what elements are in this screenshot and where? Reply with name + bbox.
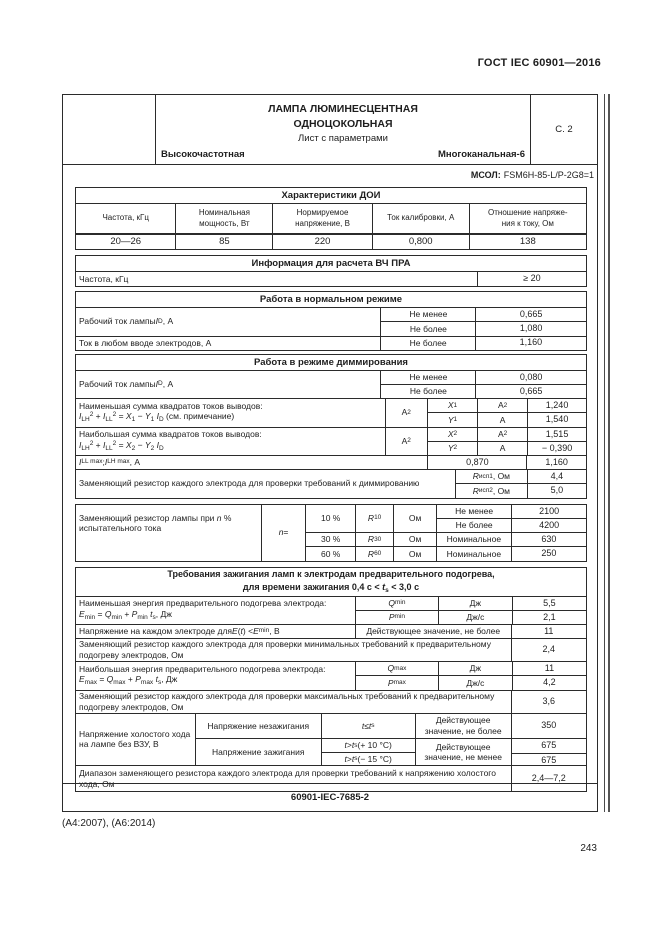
- value-cell: 3,6: [511, 691, 586, 713]
- unit-cell: Дж/с: [438, 676, 512, 689]
- unit-cell: Ом: [393, 505, 435, 533]
- table-row: [76, 307, 586, 336]
- mcol-designation: [63, 165, 597, 184]
- qualifier-cell: Номинальное: [436, 533, 511, 546]
- value-cell: 1,540: [527, 413, 586, 426]
- label-cell: Рабочий ток лампы I D , А: [79, 378, 174, 389]
- normal-mode-table: [75, 291, 587, 351]
- label-cell: Заменяющий резистор каждого электрода для проверки требований к диммированию: [79, 478, 420, 489]
- label-cell: Наименьшая энергия предварительного подогрева электрода: $E_{min} = Q_{min} + P_{min}$ $t_s$, Дж: [79, 598, 327, 621]
- value-cell: 250: [511, 547, 586, 560]
- symbol-cell: Y 1: [447, 414, 458, 425]
- table-row: [76, 370, 586, 399]
- unit-cell: А 2: [385, 428, 427, 456]
- value-cell: 0,870: [427, 456, 526, 469]
- symbol-cell: X 1: [447, 400, 458, 411]
- qualifier-cell: Не менее: [409, 309, 448, 320]
- header-cell: Номинальная мощность, Вт: [175, 204, 272, 233]
- value-cell: 1,160: [526, 456, 586, 469]
- table-row: [76, 505, 586, 561]
- value-cell: 5,5: [512, 597, 586, 610]
- table-row: [76, 661, 586, 690]
- section-title: Характеристики ДОИ: [281, 190, 381, 201]
- value-cell: 5,0: [527, 484, 586, 497]
- section-title: Работа в нормальном режиме: [259, 294, 403, 305]
- value-cell: 85: [175, 235, 272, 249]
- qualifier-cell: Не менее: [455, 505, 494, 516]
- symbol-cell: n =: [261, 505, 306, 561]
- value-cell: 2,1: [512, 611, 586, 624]
- cell-group: [427, 428, 586, 456]
- unit-cell: Дж/с: [438, 611, 512, 624]
- unit-cell: А 2: [477, 428, 527, 441]
- qualifier-cell: Не менее: [409, 371, 448, 382]
- label-cell: Заменяющий резистор каждого электрода для проверки максимальных требований к предварительному подогреву электродов, Ом: [79, 690, 495, 712]
- mcol-value: FSM6H-85-L/P-2G8=1: [503, 169, 594, 180]
- label-cell: Наибольшая энергия предварительного подогрева электрода: $E_{max} = Q_{max} + P_{max}$ $t_s$, Дж: [79, 663, 326, 687]
- value-cell: 0,665: [475, 308, 586, 321]
- value-cell: 675: [541, 740, 557, 751]
- sublabel-cell: Напряжение незажигания: [207, 720, 310, 731]
- mcol-label: МСОЛ:: [470, 169, 501, 180]
- value-cell: 20—26: [110, 236, 142, 248]
- symbol-cell: R 60: [355, 547, 394, 560]
- value-cell: 2100: [511, 505, 586, 518]
- value-cell: 220: [272, 235, 371, 249]
- lamp-type-left: Высокочастотная: [161, 149, 245, 161]
- unit-cell: Ом: [393, 547, 435, 560]
- unit-cell: Дж: [438, 662, 512, 675]
- cell-group: [380, 371, 586, 399]
- value-cell: − 0,390: [527, 442, 586, 455]
- label-cell: Заменяющий резистор каждого электрода для проверки минимальных требований к предварительному подогреву электродов, Ом: [79, 639, 491, 660]
- table-header-row: [76, 203, 586, 233]
- label-cell: Ток в любом вводе электродов, А: [79, 337, 212, 348]
- row-60pct: [306, 546, 586, 560]
- table-row: [76, 271, 586, 286]
- symbol-cell: Y 2: [447, 443, 458, 454]
- qualifier-cell: Действующее значение, не более: [415, 714, 511, 739]
- cell-group: [355, 662, 586, 690]
- characteristics-table: [75, 187, 587, 250]
- qualifier-cell: Номинальное: [436, 547, 511, 560]
- cell-group: [455, 470, 586, 498]
- symbol-cell: P min: [388, 612, 405, 623]
- cell-group: [195, 714, 586, 766]
- condition-cell: t > t s (+ 10 °C): [344, 740, 392, 751]
- lamp-title-line1: ЛАМПА ЛЮМИНЕСЦЕНТНАЯ: [268, 103, 418, 115]
- cell-group: [355, 597, 586, 625]
- percent-cell: 60 %: [320, 548, 341, 559]
- cell-group: [511, 739, 586, 765]
- value-cell: 350: [511, 714, 586, 739]
- symbol-cell: Q min: [388, 597, 406, 608]
- qualifier-cell: Не более: [380, 337, 474, 350]
- dimming-mode-table: [75, 354, 587, 499]
- condition-cell: t ≤ t s: [321, 714, 415, 739]
- value-cell: 4,4: [527, 470, 586, 483]
- percent-cell: 10 %: [320, 512, 341, 523]
- table-row: [76, 398, 586, 427]
- unit-cell: Ом: [393, 533, 435, 546]
- label-cell: Наименьшая сумма квадратов токов выводов: $I_{LH}^2 + I_{LL}^2 = X_1 - Y_1$ $I_D$ (см. примечание): [79, 400, 263, 424]
- value-cell: 675: [541, 754, 557, 765]
- symbol-cell: X 2: [447, 428, 458, 439]
- label-cell: Напряжение холостого хода на лампе без ВЗУ, В: [79, 728, 191, 750]
- value-cell: 1,240: [527, 399, 586, 412]
- sheet-subtitle: Лист с параметрами: [298, 133, 388, 145]
- value-cell: 138: [469, 235, 586, 249]
- iec-sheet-code: 60901-IEC-7685-2: [63, 783, 597, 811]
- sheet-page-cell: С. 2: [530, 95, 597, 164]
- table-row: [76, 690, 586, 713]
- label-cell: Заменяющий резистор лампы при n % испытательного тока: [79, 512, 232, 534]
- row-10pct: [306, 505, 586, 533]
- unit-cell: А: [477, 442, 527, 455]
- table-row: [76, 596, 586, 625]
- section-title: Работа в режиме диммирования: [254, 356, 408, 368]
- section-title: Требования зажигания ламп к электродам предварительного подогрева, для времени зажигания 0,4 $с < t_s < 3,0$ с: [167, 569, 495, 594]
- symbol-cell: P max: [387, 677, 406, 688]
- symbol-cell: R исп1 , Ом: [472, 471, 511, 482]
- unit-cell: А 2: [385, 399, 427, 427]
- lamp-title-line2: ОДНОЦОКОЛЬНАЯ: [293, 118, 393, 131]
- qualifier-cell: Не более: [455, 520, 493, 531]
- value-cell: 2,4—7,2: [511, 766, 586, 791]
- cell-group: [380, 308, 586, 336]
- qualifier-cell: Не более: [409, 386, 447, 397]
- percent-cell: 30 %: [320, 534, 341, 545]
- qualifier-cell: Не более: [409, 323, 447, 334]
- unit-cell: А: [477, 413, 527, 426]
- value-cell: 0,665: [475, 385, 586, 398]
- symbol-cell: R исп2 , Ом: [472, 485, 511, 496]
- table-values-row: [76, 233, 586, 249]
- value-cell: 0,800: [372, 235, 469, 249]
- page-edge-line: [604, 94, 605, 812]
- value-cell: 1,080: [475, 322, 586, 335]
- cell-group: [321, 739, 415, 765]
- lamp-type-right: Многоканальная-6: [437, 149, 525, 161]
- label-cell: Рабочий ток лампы I D , А: [79, 316, 174, 327]
- table-row: [76, 469, 586, 498]
- header-cell: Нормируемое напряжение, В: [272, 204, 371, 233]
- open-circuit-voltage-rows: [76, 713, 586, 766]
- title-block-center: [156, 95, 530, 164]
- page-edge-line: [608, 94, 610, 812]
- cell-group: [427, 399, 586, 427]
- value-cell: 11: [512, 662, 586, 675]
- value-cell: 2,4: [511, 639, 586, 661]
- qualifier-cell: Действующее значение, не менее: [415, 739, 511, 765]
- value-cell: ≥ 20: [477, 272, 586, 286]
- hf-ballast-table: [75, 255, 587, 287]
- row-30pct: [306, 532, 586, 546]
- value-cell: 4,2: [512, 676, 586, 689]
- label-cell: Частота, кГц: [79, 273, 129, 284]
- table-row: [76, 455, 586, 469]
- label-cell: Диапазон заменяющего резистора каждого электрода для проверки требований к напряжению холостого хода, Ом: [79, 768, 496, 789]
- header-cell: Отношение напряже- ния к току, Ом: [469, 204, 586, 233]
- label-cell: Наибольшая сумма квадратов токов выводов: $I_{LH}^2 + I_{LL}^2 = X_2 - Y_2$ $I_D$: [79, 429, 262, 452]
- table-row: [76, 427, 586, 456]
- sheet-frame: [62, 94, 598, 812]
- sublabel-cell: Напряжение зажигания: [212, 746, 305, 757]
- cell-group: [305, 505, 586, 561]
- unit-cell: А 2: [477, 399, 527, 412]
- header-cell: Ток калибровки, А: [372, 204, 469, 233]
- label-cell: Напряжение на каждом электроде для E ( t ) < E min , В: [79, 626, 280, 637]
- symbol-cell: R 30: [355, 533, 394, 546]
- title-block-empty-cell: [63, 95, 156, 164]
- value-cell: 1,515: [527, 428, 586, 441]
- table-row: [76, 624, 586, 638]
- value-cell: 4200: [511, 519, 586, 532]
- standard-number: ГОСТ IEC 60901—2016: [477, 57, 601, 69]
- symbol-cell: Q max: [387, 663, 407, 674]
- value-cell: 0,080: [475, 371, 586, 384]
- title-block: [63, 95, 597, 165]
- ignition-row: [196, 738, 586, 765]
- lamp-resistor-table: [75, 504, 587, 562]
- table-row: [76, 336, 586, 350]
- table-row: [76, 638, 586, 661]
- value-cell: 1,160: [475, 337, 586, 350]
- label-cell: I LL max ; I LH max , А: [79, 457, 141, 468]
- symbol-cell: R 10: [355, 505, 394, 533]
- value-cell: 11: [511, 625, 586, 638]
- ignition-requirements-table: [75, 567, 587, 793]
- section-title: Информация для расчета ВЧ ПРА: [251, 258, 411, 269]
- cell-group: [436, 505, 586, 533]
- page-number: 243: [580, 843, 597, 854]
- non-ignition-row: [196, 714, 586, 739]
- condition-cell: t > t s (− 15 °C): [344, 753, 392, 764]
- header-cell: Частота, кГц: [102, 213, 149, 223]
- qualifier-cell: Действующее значение, не более: [355, 625, 511, 638]
- value-cell: 630: [511, 533, 586, 546]
- amendments-note: (A4:2007), (A6:2014): [62, 818, 156, 829]
- unit-cell: Дж: [438, 597, 512, 610]
